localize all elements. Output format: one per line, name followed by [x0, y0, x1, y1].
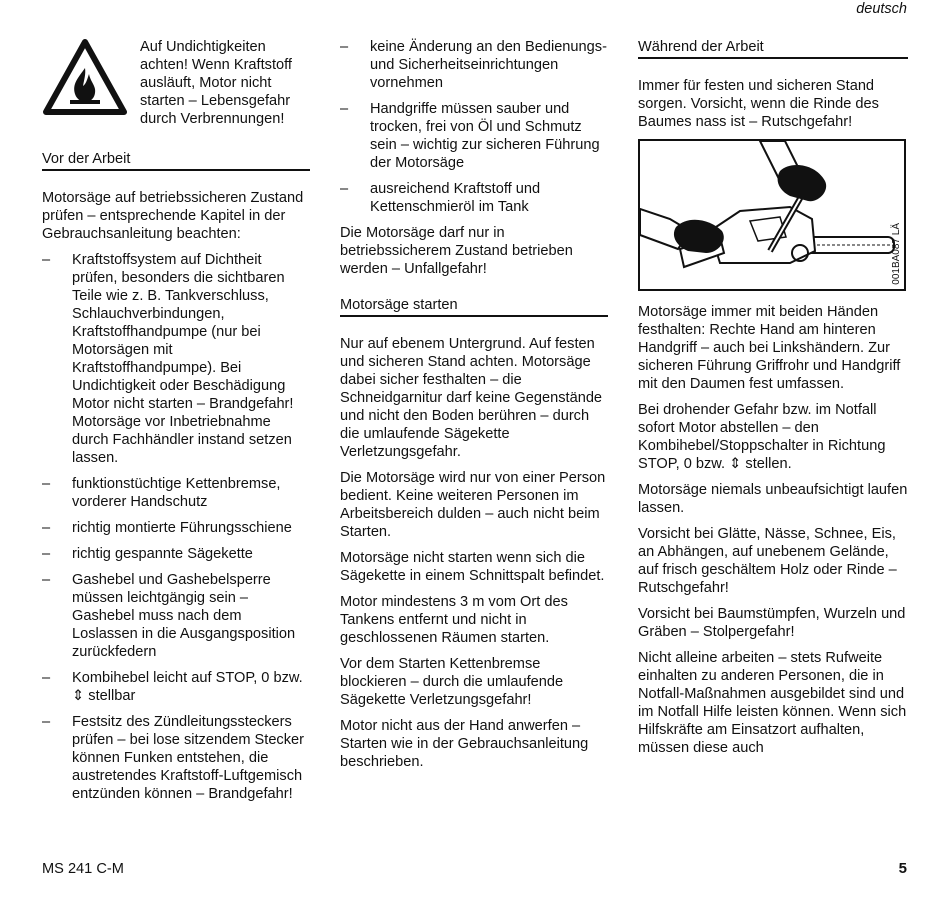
heading-waehrend-der-arbeit [638, 38, 908, 59]
paragraph: Die Motorsäge darf nur in betriebssicherem Zustand betrieben werden – Unfallgefahr! [340, 225, 573, 277]
warning-emph: Lebensgefahr durch Verbrennungen! [140, 93, 291, 127]
list-item-text: Kombihebel leicht auf [72, 670, 216, 686]
intro-paragraph: Motorsäge auf betriebssicheren Zustand prüfen – entsprechende Kapitel in der Gebrauchsanleitung beachten: [42, 190, 304, 242]
column-3 [638, 38, 908, 765]
list-item-text: funktionstüchtige Kettenbremse, vorderer Handschutz [72, 476, 281, 510]
list-item-text: richtig gespannte Sägekette [72, 546, 253, 562]
list-item-text: Handgriffe müssen sauber und trocken, frei von Öl und Schmutz sein – wichtig zur sicheren Führung der Motorsäge [370, 101, 600, 171]
emphasis: Rutschgefahr! [638, 580, 729, 596]
model-footer: MS 241 C-M [42, 861, 124, 877]
list-item-text: Festsitz des Zündleitungssteckers prüfen – bei lose sitzendem Stecker können Funken entstehen, die austretendes Kraftstoff-Luftgemisch entzünden können – [72, 714, 305, 802]
paragraph: Motorsäge nicht starten wenn sich die Sägekette in einem Schnittspalt befindet. [340, 550, 605, 584]
list-item: – ausreichend Kraftstoff und Kettenschmieröl im Tank [340, 180, 608, 216]
paragraph: Motorsäge immer mit beiden Händen festhalten: Rechte Hand am hinteren Handgriff – auch bei Linkshändern. Zur sicheren Führung Griffrohr und Handgriff mit den Daumen fest umfassen. [638, 304, 901, 392]
paragraph: Bei drohender Gefahr bzw. im Notfall sofort Motor abstellen – den Kombihebel/Stoppschalter in Richtung STOP, 0 bzw. ⇕ stellen. [638, 402, 886, 472]
list-item-text: Kraftstoffsystem auf Dichtheit prüfen, besonders die sichtbaren Teile wie z. B. Tankverschluss, Schlauchverbindungen, Kraftstoffhandpumpe (nur bei Motorsägen mit Kraftstoffhandpumpe). Bei Undichtigkeit oder Beschädigung Motor nicht starten – [72, 252, 286, 412]
paragraph: Nicht alleine arbeiten – stets Rufweite einhalten zu anderen Personen, die in Notfall-Maßnahmen ausgebildet sind und im Notfall Hilfe leisten können. Wenn sich Hilfskräfte am Einsatzort aufhalten, müssen diese auch [638, 650, 907, 756]
paragraph: Die Motorsäge wird nur von einer Person bedient. Keine weiteren Personen im Arbeitsbereich dulden – auch nicht beim Starten. [340, 470, 606, 540]
list-item: – Gashebel und Gashebelsperre müssen leichtgängig sein – Gashebel muss nach dem Loslassen in die Ausgangsposition zurückfedern [42, 571, 310, 661]
list-item: – Handgriffe müssen sauber und trocken, frei von Öl und Schmutz sein – wichtig zur sicheren Führung der Motorsäge [340, 100, 608, 172]
paragraph: Motor nicht aus der Hand anwerfen – Starten wie in der Gebrauchsanleitung beschrieben. [340, 718, 589, 770]
list-item-tail: , 0 bzw. ⇕ stellbar [72, 670, 303, 704]
list-item-text: Gashebel und Gashebelsperre müssen leichtgängig sein – Gashebel muss nach dem Loslassen in die Ausgangsposition zurückfedern [72, 572, 296, 660]
figure-code: 001BA087 LÄ [891, 223, 902, 285]
column-1 [42, 38, 310, 811]
page-number: 5 [898, 860, 907, 877]
language-label: deutsch [856, 1, 907, 17]
list-item: – richtig gespannte Sägekette [42, 545, 310, 563]
list-item: – Festsitz des Zündleitungssteckers prüfen – bei lose sitzendem Stecker können Funken entstehen, die austretendes Kraftstoff-Luftgemisch entzünden können – Brandgefahr! [42, 714, 305, 802]
heading-motorsaege-starten [340, 296, 608, 317]
warning-text [140, 38, 310, 128]
list-item-text: richtig montierte Führungsschiene [72, 520, 292, 536]
emphasis: Rutschgefahr! [761, 114, 853, 130]
list-item: – richtig montierte Führungsschiene [42, 519, 310, 537]
list-item: – funktionstüchtige Kettenbremse, vorderer Handschutz [42, 475, 310, 511]
heading-text: Motorsäge starten [340, 297, 458, 313]
paragraph: Vorsicht bei Glätte, Nässe, Schnee, Eis, an Abhängen, auf unebenem Gelände, auf frisch geschältem Holz oder Rinde – Rutschgefahr! [638, 526, 897, 596]
paragraph: Motor mindestens 3 m vom Ort des Tankens entfernt und nicht in geschlossenen Räumen starten. [340, 594, 568, 646]
paragraph: Motorsäge niemals unbeaufsichtigt laufen lassen. [638, 482, 908, 516]
list-item-text: ausreichend Kraftstoff und Kettenschmieröl im Tank [370, 181, 541, 215]
list-item-text: keine Änderung an den Bedienungs- und Sicherheitseinrichtungen vornehmen [370, 39, 607, 91]
column-2 [340, 38, 608, 779]
heading-text: Während der Arbeit [638, 39, 764, 55]
warning-body: Auf Undichtigkeiten achten! Wenn Kraftstoff ausläuft, Motor nicht starten – [140, 39, 292, 109]
heading-text: Vor der Arbeit [42, 151, 131, 167]
emphasis: Stolpergefahr! [702, 624, 795, 640]
emphasis: Verletzungsgefahr! [409, 692, 532, 708]
list-item-tail: Motorsäge vor Inbetriebnahme durch Fachhändler instand setzen lassen. [72, 414, 292, 466]
heading-vor-der-arbeit [42, 150, 310, 171]
list-item-emph: Brandgefahr! [209, 396, 294, 412]
list-item-emph: Brandgefahr! [208, 786, 293, 802]
chainsaw-drawing [640, 141, 904, 289]
chainsaw-illustration [638, 139, 906, 291]
emphasis: STOP [638, 456, 676, 472]
fire-hazard-icon [42, 38, 132, 118]
list-item: – Kombihebel leicht auf STOP, 0 bzw. ⇕ stellbar [42, 670, 303, 704]
emphasis: Unfallgefahr! [404, 261, 487, 277]
list-item-emph: STOP [215, 670, 254, 686]
list-item: – Kraftstoffsystem auf Dichtheit prüfen, besonders die sichtbaren Teile wie z. B. Tankverschluss, Schlauchverbindungen, Kraftstoffhandpumpe (nur bei Motorsägen mit Kraftstoffhandpumpe). Bei Undichtigkeit oder Beschädigung Motor nicht starten – Brandgefahr! Motorsäge vor Inbetriebnahme durch Fachhändler instand setzen lassen. [42, 252, 294, 466]
paragraph: Immer für festen und sicheren Stand sorgen. Vorsicht, wenn die Rinde des Baumes nass ist – Rutschgefahr! [638, 78, 879, 130]
paragraph: Nur auf ebenem Untergrund. Auf festen und sicheren Stand achten. Motorsäge dabei sicher festhalten – die Schneidgarnitur darf keine Gegenstände und nicht den Boden berühren – durch die umlaufende Sägekette Verletzungsgefahr. [340, 336, 603, 460]
emphasis: mit beiden Händen festhalten: [638, 304, 879, 338]
paragraph: Vorsicht bei Baumstümpfen, Wurzeln und Gräben – Stolpergefahr! [638, 606, 906, 640]
paragraph: Vor dem Starten Kettenbremse blockieren – durch die umlaufende Sägekette Verletzungsgefahr! [340, 656, 564, 708]
fire-warning [42, 38, 310, 128]
list-item: – keine Änderung an den Bedienungs- und Sicherheitseinrichtungen vornehmen [340, 39, 607, 91]
